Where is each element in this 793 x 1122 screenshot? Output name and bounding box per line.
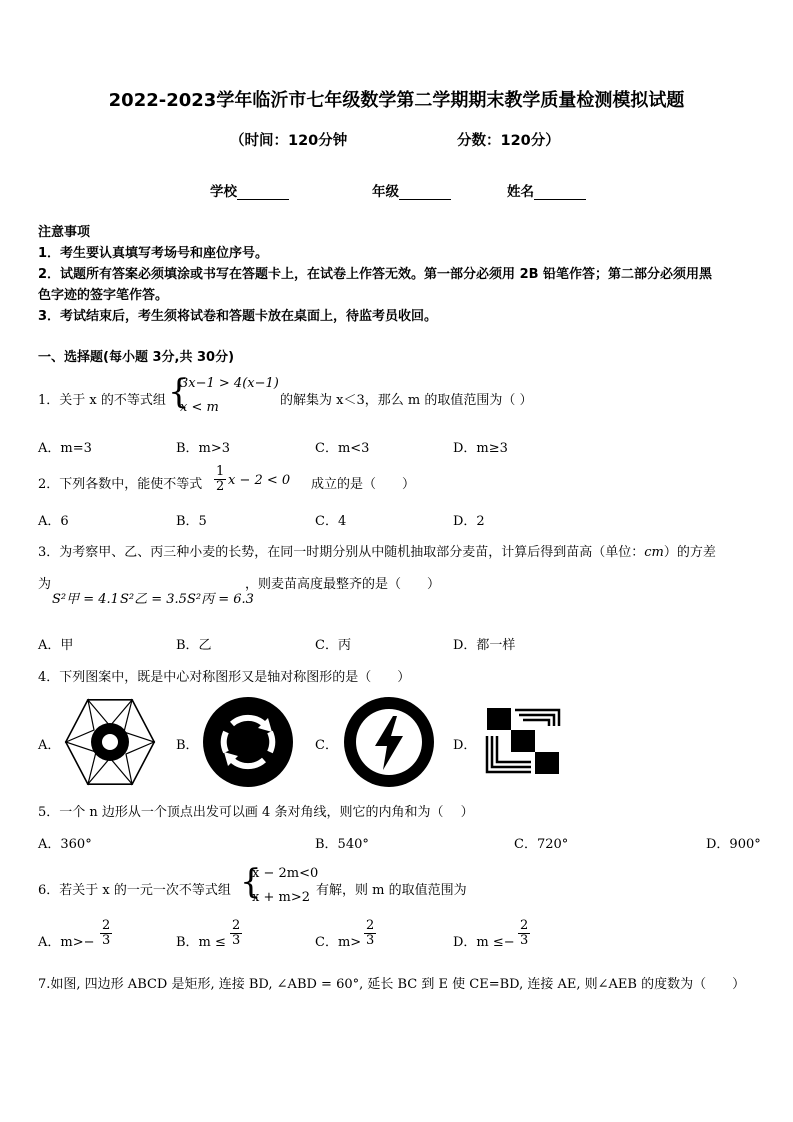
q2-suffix: 成立的是（ ） bbox=[311, 477, 416, 492]
q5-option-a[interactable]: A．360° bbox=[38, 837, 92, 852]
checker-stripes-icon bbox=[485, 706, 561, 776]
q3-line1 bbox=[38, 541, 716, 560]
q3-unit: cm bbox=[644, 545, 664, 560]
q2-option-a[interactable]: A．6 bbox=[38, 514, 69, 529]
q1-line2: x < m bbox=[180, 400, 219, 415]
score-info: 分数：120分） bbox=[457, 133, 560, 149]
q4-option-d[interactable]: D． bbox=[453, 738, 477, 753]
q3-prefix2: 为 bbox=[38, 577, 52, 592]
name-blank[interactable] bbox=[534, 185, 586, 200]
q3-option-a[interactable]: A．甲 bbox=[38, 638, 74, 653]
q6-b-den: 3 bbox=[232, 933, 241, 948]
note-item: 3．考试结束后，考生须将试卷和答题卡放在桌面上，待监考员收回。 bbox=[38, 309, 438, 324]
q3-variance-2: S²乙 = 3.5 bbox=[120, 592, 187, 607]
q6-prefix: 6．若关于 x 的一元一次不等式组 bbox=[38, 883, 231, 898]
q2-expr: x − 2 < 0 bbox=[228, 473, 291, 488]
circular-arrows-icon bbox=[202, 696, 294, 788]
q7-text: 7.如图, 四边形 ABCD 是矩形, 连接 BD, ∠ABD = 60°, 延长 BC 到 E 使 CE=BD, 连接 AE, 则∠AEB 的度数为（ ） bbox=[38, 977, 746, 992]
q1-option-a[interactable]: A．m=3 bbox=[38, 441, 92, 456]
q6-d-den: 3 bbox=[520, 933, 529, 948]
q6-option-d[interactable] bbox=[453, 931, 515, 950]
q6-d-num: 2 bbox=[520, 918, 529, 933]
q1-brace: { bbox=[168, 372, 190, 412]
notes-heading: 注意事项 bbox=[38, 225, 91, 240]
q4-option-a[interactable]: A． bbox=[38, 738, 61, 753]
q6-option-a[interactable] bbox=[38, 931, 95, 950]
grade-label: 年级 bbox=[372, 184, 399, 200]
name-label: 姓名 bbox=[507, 184, 534, 200]
q3-option-d[interactable]: D．都一样 bbox=[453, 638, 516, 653]
lightning-circle-icon bbox=[343, 696, 435, 788]
q3-option-b[interactable]: B．乙 bbox=[176, 638, 212, 653]
school-field bbox=[210, 180, 289, 200]
q5-option-c[interactable]: C．720° bbox=[514, 837, 569, 852]
q6-option-b[interactable] bbox=[176, 931, 226, 950]
q6-c-den: 3 bbox=[366, 933, 375, 948]
q6-c-num: 2 bbox=[366, 918, 375, 933]
q1-option-b[interactable]: B．m>3 bbox=[176, 441, 231, 456]
q6-b-label: B．m ≤ bbox=[176, 935, 226, 950]
q6-b-num: 2 bbox=[232, 918, 241, 933]
q2-num: 1 bbox=[216, 464, 225, 479]
q6-d-fraction bbox=[518, 919, 530, 948]
q6-d-label: D．m ≤− bbox=[453, 935, 515, 950]
note-item: 2．试题所有答案必须填涂或书写在答题卡上，在试卷上作答无效。第一部分必须用 2B 铅笔作答；第二部分必须用黑 bbox=[38, 267, 713, 282]
q6-option-c[interactable] bbox=[315, 931, 361, 950]
q1-line1: 3x−1 > 4(x−1) bbox=[180, 376, 279, 391]
q3-variance-1: S²甲 = 4.1 bbox=[52, 592, 119, 607]
q1-suffix: 的解集为 x＜3，那么 m 的取值范围为（ ） bbox=[280, 393, 533, 408]
school-label: 学校 bbox=[210, 184, 237, 200]
q3-text: 3．为考察甲、乙、丙三种小麦的长势，在同一时期分别从中随机抽取部分麦苗，计算后得到苗高（单位： bbox=[38, 545, 645, 560]
q3-text-end: ）的方差 bbox=[663, 545, 716, 560]
q6-line2: x + m>2 bbox=[252, 890, 310, 905]
q2-option-c[interactable]: C．4 bbox=[315, 514, 347, 529]
name-field bbox=[507, 180, 586, 200]
q6-c-label: C．m> bbox=[315, 935, 362, 950]
time-info: （时间：120分钟 bbox=[230, 133, 348, 149]
q1-option-d[interactable]: D．m≥3 bbox=[453, 441, 508, 456]
school-blank[interactable] bbox=[237, 185, 289, 200]
q5-option-d[interactable]: D．900° bbox=[706, 837, 761, 852]
q2-option-d[interactable]: D．2 bbox=[453, 514, 485, 529]
q2-option-b[interactable]: B．5 bbox=[176, 514, 207, 529]
note-item: 色字迹的签字笔作答。 bbox=[38, 288, 169, 303]
q4-text: 4．下列图案中，既是中心对称图形又是轴对称图形的是（ ） bbox=[38, 670, 411, 685]
q1-prefix: 1．关于 x 的不等式组 bbox=[38, 393, 166, 408]
hexagon-aperture-icon bbox=[64, 696, 156, 788]
section-heading: 一、选择题(每小题 3分,共 30分) bbox=[38, 350, 235, 365]
note-item: 1．考生要认真填写考场号和座位序号。 bbox=[38, 246, 269, 261]
q6-a-num: 2 bbox=[102, 918, 111, 933]
q5-option-b[interactable]: B．540° bbox=[315, 837, 369, 852]
q1-option-c[interactable]: C．m<3 bbox=[315, 441, 370, 456]
q4-option-b[interactable]: B． bbox=[176, 738, 199, 753]
q6-a-fraction bbox=[100, 919, 112, 948]
exam-title: 2022-2023学年临沂市七年级数学第二学期期末教学质量检测模拟试题 bbox=[108, 90, 685, 111]
q6-brace: { bbox=[240, 862, 262, 902]
q6-b-fraction bbox=[230, 919, 242, 948]
grade-blank[interactable] bbox=[399, 185, 451, 200]
q2-den: 2 bbox=[216, 479, 225, 494]
q6-a-den: 3 bbox=[102, 933, 111, 948]
q2-fraction bbox=[214, 465, 226, 494]
q6-c-fraction bbox=[364, 919, 376, 948]
q5-text: 5．一个 n 边形从一个顶点出发可以画 4 条对角线，则它的内角和为（ ） bbox=[38, 805, 474, 820]
q3-variance-3: S²丙 = 6.3 bbox=[187, 592, 254, 607]
grade-field bbox=[372, 180, 451, 200]
q3-option-c[interactable]: C．丙 bbox=[315, 638, 351, 653]
q4-option-c[interactable]: C． bbox=[315, 738, 338, 753]
q6-line1: x − 2m<0 bbox=[252, 866, 319, 881]
q2-prefix: 2．下列各数中，能使不等式 bbox=[38, 477, 203, 492]
q6-suffix: 有解，则 m 的取值范围为 bbox=[316, 883, 467, 898]
q3-suffix: ，则麦苗高度最整齐的是（ ） bbox=[245, 577, 441, 592]
q6-a-label: A．m>− bbox=[38, 935, 95, 950]
